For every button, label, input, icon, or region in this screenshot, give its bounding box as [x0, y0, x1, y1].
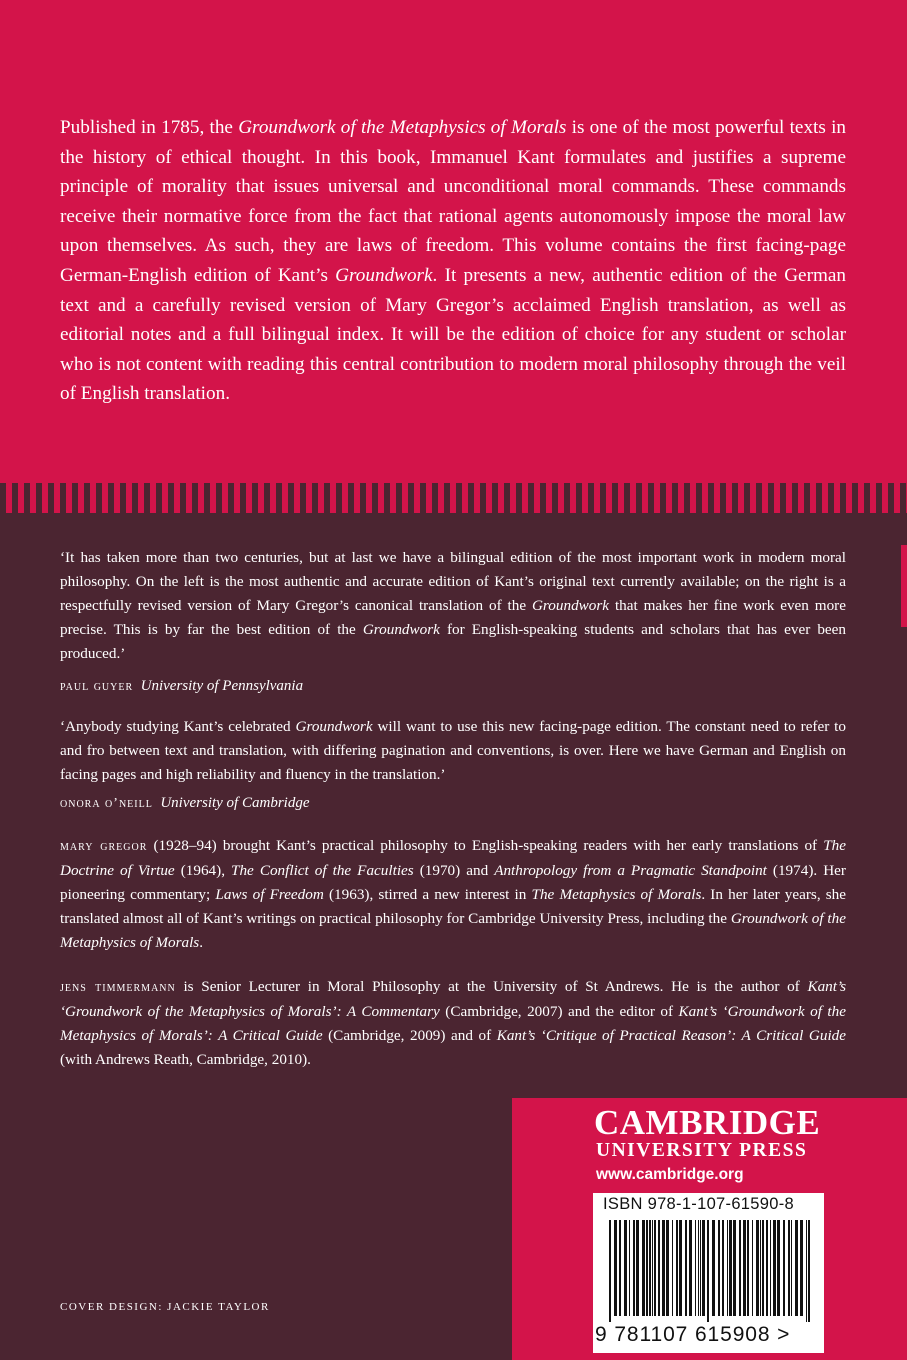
book-description: Published in 1785, the Groundwork of the Metaphysics of Morals is one of the most powerful texts in the history of ethical thought. In this book, Immanuel Kant formulates and justifies a supreme principle of morality that issues universal and unconditional moral commands. These commands receive their normative force from the fact that rational agents autonomously impose the moral law upon themselves. As such, they are laws of freedom. This volume contains the first facing-page German-English edition of Kant’s Groundwork. It presents a new, authentic edition of the German text and a carefully revised version of Mary Gregor’s acclaimed English translation, as well as editorial notes and a full bilingual index. It will be the edition of choice for any student or scholar who is not content with reading this central contribution to modern moral philosophy through the veil of English translation. — [60, 117, 847, 405]
publisher-url: www.cambridge.org — [596, 1166, 744, 1183]
decorative-stripe — [0, 483, 907, 520]
reviewer-affiliation: University of Pennsylvania — [140, 678, 304, 694]
top-panel — [0, 0, 907, 483]
publisher-block — [512, 1098, 907, 1360]
bio-name: jens timmermann — [60, 980, 176, 995]
bio-gregor: mary gregor (1928–94) brought Kant’s practical philosophy to English-speaking readers with her early translations of The Doctrine of Virtue (1964), The Conflict of the Faculties (1970) and Anthropology from a Pragmatic Standpoint (1974). Her pioneering commentary; Laws of Freedom (1963), stirred a new interest in The Metaphysics of Morals. In her later years, she translated almost all of Kant’s writings on practical philosophy for Cambridge University Press, including the Groundwork of the Metaphysics of Morals. — [60, 837, 847, 951]
isbn-barcode — [593, 1193, 824, 1353]
cover-design-credit: COVER DESIGN: JACKIE TAYLOR — [60, 1301, 270, 1313]
bio-name: mary gregor — [60, 839, 148, 854]
reviewer-affiliation: University of Cambridge — [160, 795, 310, 811]
review-attribution-guyer — [60, 675, 303, 698]
book-title: Groundwork of the Metaphysics of Morals — [238, 117, 567, 138]
isbn-label: ISBN 978-1-107-61590-8 — [603, 1195, 794, 1213]
reviewer-name: paul guyer — [60, 679, 134, 694]
review-quote-guyer: ‘It has taken more than two centuries, but at last we have a bilingual edition of the most important work in modern moral philosophy. On the left is the most authentic and accurate edition of Kant’s original text currently available; on the right is a respectfully revised version of Mary Gregor’s canonical translation of the Groundwork that makes her fine work even more precise. This is by far the best edition of the Groundwork for English-speaking students and scholars that has ever been produced.’ — [60, 549, 847, 662]
publisher-logo: CAMBRIDGE — [594, 1103, 821, 1142]
reviewer-name: onora o’neill — [60, 796, 153, 811]
spine-mark — [901, 545, 907, 627]
barcode-bars — [601, 1220, 816, 1322]
review-attribution-oneill — [60, 792, 309, 815]
review-quote-oneill: ‘Anybody studying Kant’s celebrated Groundwork will want to use this new facing-page edition. The constant need to refer to and fro between text and translation, with differing pagination and conventions, is over. Here we have German and English on facing pages and high reliability and fluency in the translation.’ — [60, 718, 846, 783]
barcode-digits: 9 781107 615908 > — [595, 1323, 791, 1346]
book-title-short: Groundwork — [335, 264, 433, 286]
publisher-subname: UNIVERSITY PRESS — [596, 1140, 808, 1161]
bio-timmermann: jens timmermann is Senior Lecturer in Moral Philosophy at the University of St Andrews. He is the author of Kant’s ‘Groundwork of the Metaphysics of Morals’: A Commentary (Cambridge, 2007) and the editor of Kant’s ‘Groundwork of the Metaphysics of Morals’: A Critical Guide (Cambridge, 2009) and of Kant’s ‘Critique of Practical Reason’: A Critical Guide (with Andrews Reath, Cambridge, 2010). — [60, 978, 847, 1068]
